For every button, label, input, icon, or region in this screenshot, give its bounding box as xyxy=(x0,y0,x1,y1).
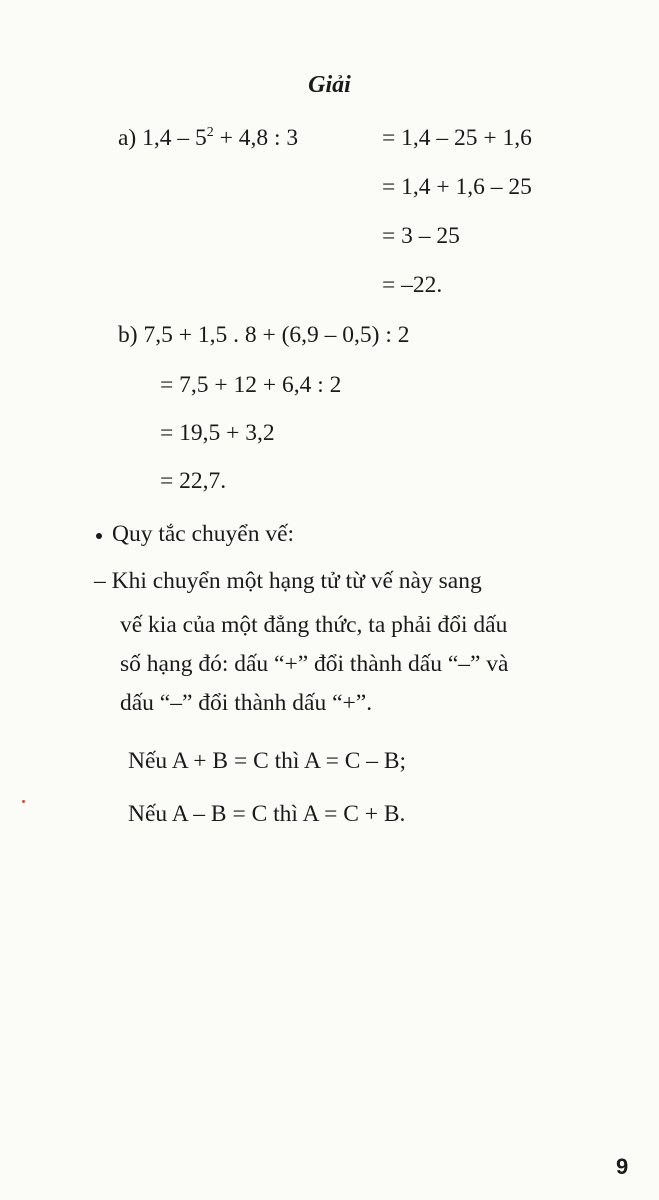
part-a-exponent: 2 xyxy=(206,125,214,140)
part-b-expression: b) 7,5 + 1,5 . 8 + (6,9 – 0,5) : 2 xyxy=(118,322,410,348)
part-a-step-3: = 3 – 25 xyxy=(382,223,460,249)
rule-line-3: số hạng đó: dấu “+” đổi thành dấu “–” và xyxy=(120,651,509,677)
rule-example-2: Nếu A – B = C thì A = C + B. xyxy=(128,801,406,827)
part-a-step-4: = –22. xyxy=(382,272,443,298)
part-b-step-3: = 22,7. xyxy=(160,468,227,494)
ink-speck xyxy=(22,800,25,803)
rule-heading: Quy tắc chuyển vế: xyxy=(112,521,295,547)
solution-heading: Giải xyxy=(308,72,351,98)
rule-line-2: vế kia của một đẳng thức, ta phải đổi dấu xyxy=(120,612,508,638)
part-a-step-2: = 1,4 + 1,6 – 25 xyxy=(382,174,532,200)
part-a-rest: + 4,8 : 3 xyxy=(213,125,299,151)
part-a-step-1: = 1,4 – 25 + 1,6 xyxy=(382,125,532,151)
rule-line-1: – Khi chuyển một hạng tử từ vế này sang xyxy=(94,568,482,594)
part-b-step-2: = 19,5 + 3,2 xyxy=(160,420,275,446)
part-a-expression xyxy=(118,123,298,153)
rule-heading-line xyxy=(96,519,294,549)
rule-example-1: Nếu A + B = C thì A = C – B; xyxy=(128,748,407,774)
rule-line-4: dấu “–” đổi thành dấu “+”. xyxy=(120,690,373,716)
part-b-step-1: = 7,5 + 12 + 6,4 : 2 xyxy=(160,372,342,398)
bullet-icon xyxy=(96,533,102,539)
page-number: 9 xyxy=(616,1154,629,1179)
part-a-label: a) 1,4 – 5 xyxy=(118,125,207,151)
